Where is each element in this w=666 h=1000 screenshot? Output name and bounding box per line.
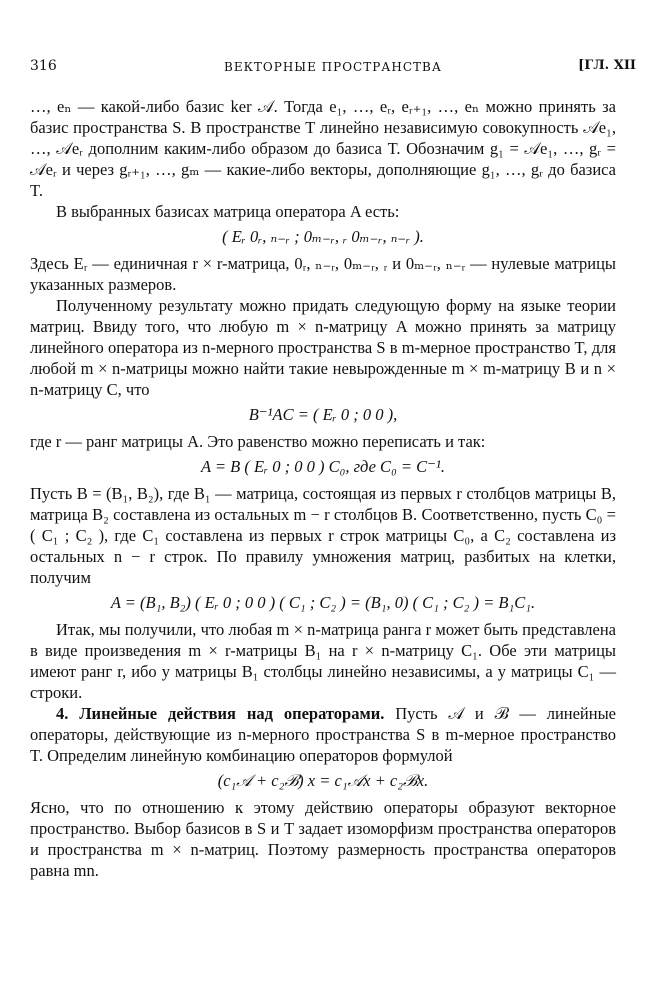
formula-rewrite: A = B ( Eᵣ 0 ; 0 0 ) C₀, где C₀ = C⁻¹. — [201, 457, 445, 476]
paragraph-5: где r — ранг матрицы A. Это равенство можно переписать и так: — [30, 432, 486, 451]
paragraph-6: Пусть B = (B₁, B₂), где B₁ — матрица, состоящая из первых r столбцов матрицы B, матрица B₂ составлена из остальных m − r столбцов B. Соответственно, пусть C₀ = ( C₁ ; C₂ ), где C₁ составлена из первых r строк матрицы C₀, а C₂ составлена из остальных n − r строк. По правилу умножения матриц, разбитых на клетки, получим — [30, 484, 616, 587]
paragraph-4: Полученному результату можно придать следующую форму на языке теории матриц. Ввиду того, что любую m × n-матрицу A можно принять за матрицу линейного оператора из n-мерного пространства S в m-мерное пространство T, для любой m × n-матрицы можно найти такие невырожденные m × m-матрицу B и n × n-матрицу C, что — [30, 296, 616, 399]
section-heading: 4. Линейные действия над операторами. — [56, 704, 385, 723]
page-header — [30, 58, 636, 82]
running-title: ВЕКТОРНЫЕ ПРОСТРАНСТВА — [224, 60, 442, 74]
formula-linear-combination: (c₁𝒜 + c₂ℬ) x = c₁𝒜x + c₂ℬx. — [217, 771, 429, 790]
paragraph-7: Итак, мы получили, что любая m × n-матрица ранга r может быть представлена в виде произведения m × r-матрицы B₁ на r × n-матрицу C₁. Обе эти матрицы имеют ранг r, ибо у матрицы B₁ столбцы линейно независимы, а у матрицы C₁ — строки. — [30, 620, 616, 702]
formula-operator-matrix: ( Eᵣ 0ᵣ, ₙ₋ᵣ ; 0ₘ₋ᵣ, ᵣ 0ₘ₋ᵣ, ₙ₋ᵣ ). — [222, 227, 424, 246]
page-number: 316 — [30, 58, 57, 74]
paragraph-1: …, eₙ — какой-либо базис ker 𝒜. Тогда e₁, …, eᵣ, eᵣ₊₁, …, eₙ можно принять за базис пространства S. В пространстве T линейно независимую совокупность 𝒜e₁, …, 𝒜eᵣ дополним каким-либо образом до базиса T. Обозначим g₁ = 𝒜e₁, …, gᵣ = 𝒜eᵣ и через gᵣ₊₁, …, gₘ — какие-либо векторы, дополняющие g₁, …, gᵣ до базиса T. — [30, 97, 616, 200]
page-body — [30, 96, 616, 881]
paragraph-8-text: Пусть 𝒜 и ℬ — линейные операторы, действующие из n-мерного пространства S в m-мерное пространство T. Определим линейную комбинацию операторов формулой — [30, 704, 617, 765]
formula-block-product: A = (B₁, B₂) ( Eᵣ 0 ; 0 0 ) ( C₁ ; C₂ ) = (B₁, 0) ( C₁ ; C₂ ) = B₁C₁. — [110, 593, 536, 612]
chapter-label: [ГЛ. XII — [578, 58, 636, 73]
paragraph-3: Здесь Eᵣ — единичная r × r-матрица, 0ᵣ, ₙ₋ᵣ, 0ₘ₋ᵣ, ᵣ и 0ₘ₋ᵣ, ₙ₋ᵣ — нулевые матрицы указанных размеров. — [30, 254, 616, 294]
paragraph-8 — [30, 703, 616, 766]
paragraph-2: В выбранных базисах матрица оператора A есть: — [56, 202, 400, 221]
formula-canonical-form: B⁻¹AC = ( Eᵣ 0 ; 0 0 ), — [248, 405, 398, 424]
paragraph-9: Ясно, что по отношению к этому действию операторы образуют векторное пространство. Выбор базисов в S и T задает изоморфизм пространства операторов и пространства m × n-матриц. Поэтому размерность пространства операторов равна mn. — [30, 798, 616, 880]
